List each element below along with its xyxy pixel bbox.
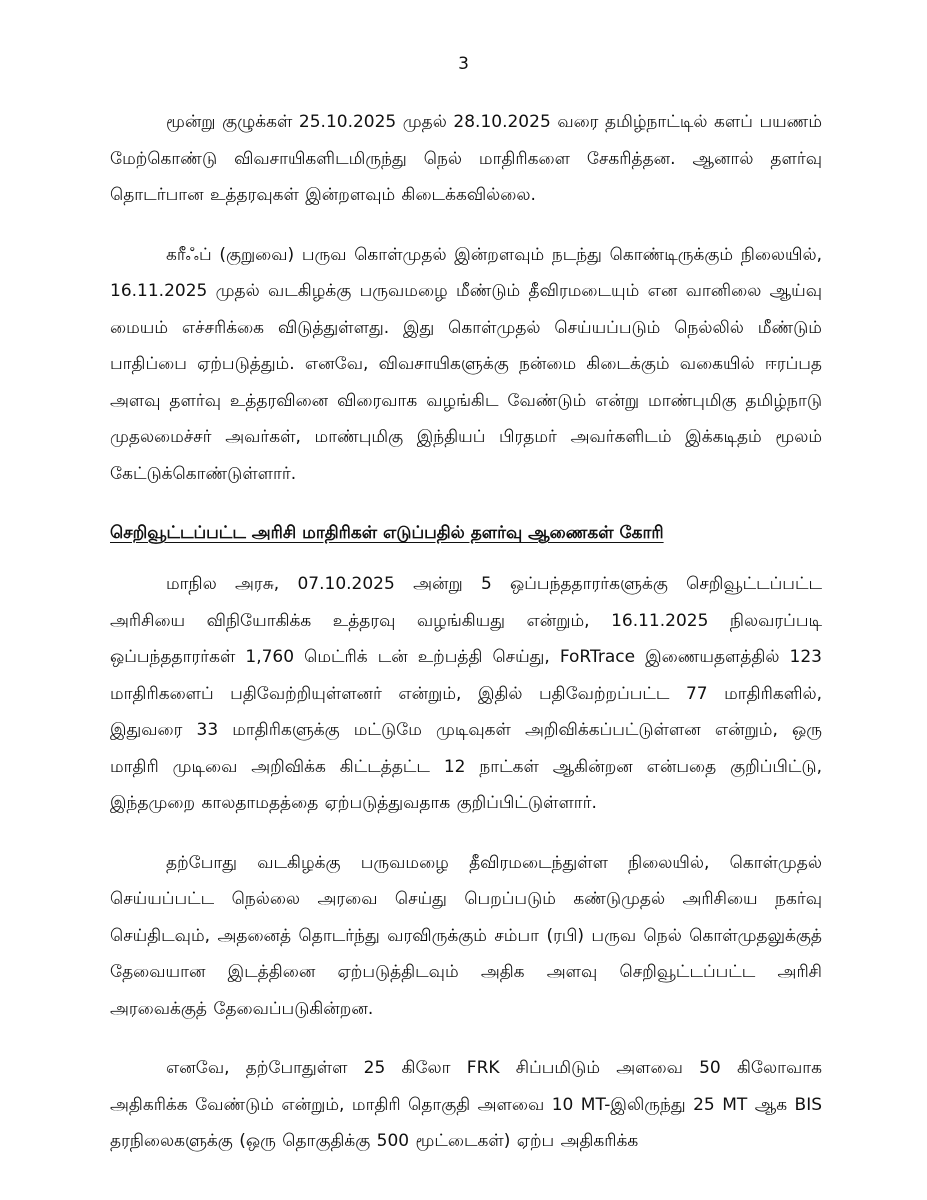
page-number: 3 [458, 54, 469, 74]
paragraph-fortified-rice-contractors: மாநில அரசு, 07.10.2025 அன்று 5 ஒப்பந்ததாரர்களுக்கு செறிவூட்டப்பட்ட அரிசியை விநியோகிக்க உத்தரவு வழங்கியது என்றும், 16.11.2025 நிலவரப்படி ஒப்பந்ததாரர்கள் 1,760 மெட்ரிக் டன் உற்பத்தி செய்து, FoRTrace இணையதளத்தில் 123 மாதிரிகளைப் பதிவேற்றியுள்ளனர் என்றும், இதில் பதிவேற்றப்பட்ட 77 மாதிரிகளில், இதுவரை 33 மாதிரிகளுக்கு மட்டுமே முடிவுகள் அறிவிக்கப்பட்டுள்ளன என்றும், ஒரு மாதிரி முடிவை அறிவிக்க கிட்டத்தட்ட 12 நாட்கள் ஆகின்றன என்பதை குறிப்பிட்டு, இந்தமுறை காலதாமதத்தை ஏற்படுத்துவதாக குறிப்பிட்டுள்ளார். [110, 574, 822, 813]
section-heading: செறிவூட்டப்பட்ட அரிசி மாதிரிகள் எடுப்பதில் தளர்வு ஆணைகள் கோரி [110, 523, 664, 543]
paragraph-frk-packing: எனவே, தற்போதுள்ள 25 கிலோ FRK சிப்பமிடும் அளவை 50 கிலோவாக அதிகரிக்க வேண்டும் என்றும், மாதிரி தொகுதி அளவை 10 MT-இலிருந்து 25 MT ஆக BIS தரநிலைகளுக்கு (ஒரு தொகுதிக்கு 500 மூட்டைகள்) ஏற்ப அதிகரிக்க [110, 1058, 822, 1151]
paragraph-northeast-monsoon: தற்போது வடகிழக்கு பருவமழை தீவிரமடைந்துள்ள நிலையில், கொள்முதல் செய்யப்பட்ட நெல்லை அரவை செய்து பெறப்படும் கண்டுமுதல் அரிசியை நகர்வு செய்திடவும், அதனைத் தொடர்ந்து வரவிருக்கும் சம்பா (ரபி) பருவ நெல் கொள்முதலுக்குத் தேவையான இடத்தினை ஏற்படுத்திடவும் அதிக அளவு செறிவூட்டப்பட்ட அரிசி அரவைக்குத் தேவைப்படுகின்றன. [110, 852, 822, 1019]
paragraph-kharif-procurement: கரீஃப் (குறுவை) பருவ கொள்முதல் இன்றளவும் நடந்து கொண்டிருக்கும் நிலையில், 16.11.2025 முதல் வடகிழக்கு பருவமழை மீண்டும் தீவிரமடையும் என வானிலை ஆய்வு மையம் எச்சரிக்கை விடுத்துள்ளது. இது கொள்முதல் செய்யப்படும் நெல்லில் மீண்டும் பாதிப்பை ஏற்படுத்தும். எனவே, விவசாயிகளுக்கு நன்மை கிடைக்கும் வகையில் ஈரப்பத அளவு தளர்வு உத்தரவினை விரைவாக வழங்கிட வேண்டும் என்று மாண்புமிகு தமிழ்நாடு முதலமைச்சர் அவர்கள், மாண்புமிகு இந்தியப் பிரதமர் அவர்களிடம் இக்கடிதம் மூலம் கேட்டுக்கொண்டுள்ளார். [110, 244, 822, 484]
paragraph-field-visit: மூன்று குழுக்கள் 25.10.2025 முதல் 28.10.2025 வரை தமிழ்நாட்டில் களப் பயணம் மேற்கொண்டு விவசாயிகளிடமிருந்து நெல் மாதிரிகளை சேகரித்தன. ஆனால் தளர்வு தொடர்பான உத்தரவுகள் இன்றளவும் கிடைக்கவில்லை. [110, 112, 822, 205]
document-body [110, 104, 822, 1184]
